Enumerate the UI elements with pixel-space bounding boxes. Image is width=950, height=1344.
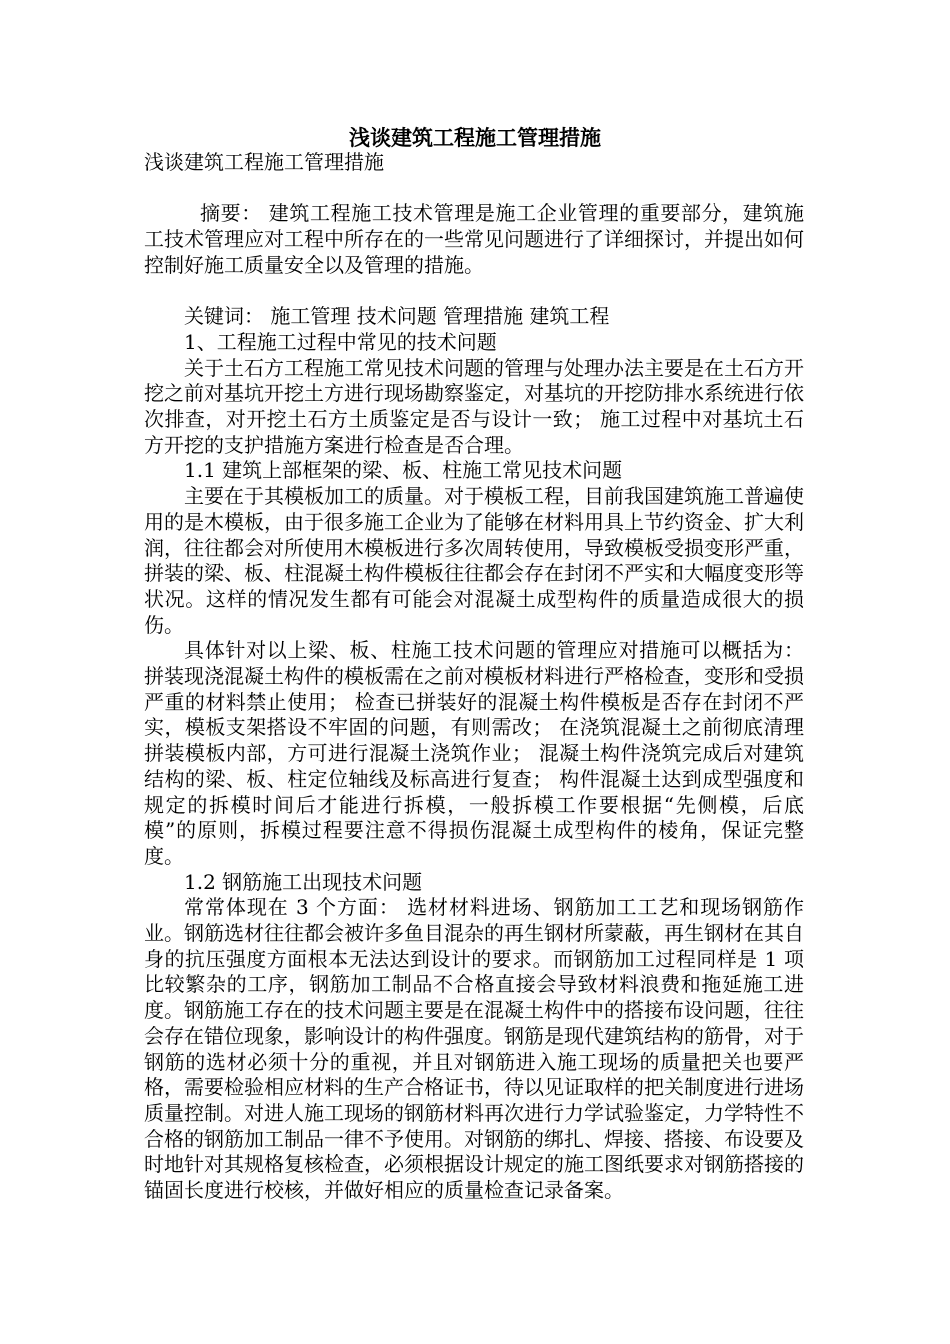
keywords-line: 关键词： 施工管理 技术问题 管理措施 建筑工程 — [184, 304, 610, 329]
section-1-1-paragraph-2: 具体针对以上梁、板、柱施工技术问题的管理应对措施可以概括为： 拼装现浇混凝土构件的模板需在之前对模板材料进行严格检查，变形和受损严重的材料禁止使用； 检查已拼装好的混凝土构件模板是否存在封闭不严实，模板支架搭设不牢固的问题，有则需改； 在浇筑混凝土之前彻底清理拼装模板内部，方可进行混凝土浇筑作业； 混凝土构件浇筑完成后对建筑结构的梁、板、柱定位轴线及标高进行复查； 构件混凝土达到成型强度和规定的拆模时间后才能进行拆模，一般拆模工作要根据“先侧模，后底模”的原则，拆模过程要注意不得损伤混凝土成型构件的棱角，保证完整度。 — [144, 638, 804, 868]
section-1-paragraph: 关于土石方工程施工常见技术问题的管理与处理办法主要是在土石方开挖之前对基坑开挖土方进行现场勘察鉴定，对基坑的开挖防排水系统进行依次排查，对开挖土石方土质鉴定是否与设计一致； 施工过程中对基坑土石方开挖的支护措施方案进行检查是否合理。 — [144, 355, 804, 457]
section-1-1-paragraph-1: 主要在于其模板加工的质量。对于模板工程，目前我国建筑施工普遍使用的是木模板，由于很多施工企业为了能够在材料用具上节约资金、扩大利润，往往都会对所使用木模板进行多次周转使用，导致模板受损变形严重，拼装的梁、板、柱混凝土构件模板往往都会存在封闭不严实和大幅度变形等状况。这样的情况发生都有可能会对混凝土成型构件的质量造成很大的损伤。 — [144, 484, 804, 637]
document-body — [144, 150, 804, 1204]
section-1-2-heading: 1.2 钢筋施工出现技术问题 — [184, 869, 423, 894]
document-title: 浅谈建筑工程施工管理措施 — [349, 125, 601, 150]
blank-line — [144, 279, 804, 305]
section-1-2-paragraph: 常常体现在 3 个方面： 选材材料进场、钢筋加工工艺和现场钢筋作业。钢筋选材往往都会被许多鱼目混杂的再生钢材所蒙蔽，再生钢材在其自身的抗压强度方面根本无法达到设计的要求。而钢筋加工过程同样是 1 项比较繁杂的工序，钢筋加工制品不合格直接会导致材料浪费和拖延施工进度。钢筋施工存在的技术问题主要是在混凝土构件中的搭接布设问题，往往会存在错位现象，影响设计的构件强度。钢筋是现代建筑结构的筋骨，对于钢筋的选材必须十分的重视，并且对钢筋进入施工现场的质量把关也要严格，需要检验相应材料的生产合格证书，待以见证取样的把关制度进行进场质量控制。对进人施工现场的钢筋材料再次进行力学试验鉴定，力学特性不合格的钢筋加工制品一律不予使用。对钢筋的绑扎、焊接、搭接、布设要及时地针对其规格复核检查，必须根据设计规定的施工图纸要求对钢筋搭接的锚固长度进行校核，并做好相应的质量检查记录备案。 — [144, 895, 804, 1203]
section-1-1-heading: 1.1 建筑上部框架的梁、板、柱施工常见技术问题 — [184, 458, 623, 483]
document-subtitle: 浅谈建筑工程施工管理措施 — [144, 150, 384, 174]
abstract-paragraph: 摘要： 建筑工程施工技术管理是施工企业管理的重要部分，建筑施工技术管理应对工程中所存在的一些常见问题进行了详细探讨，并提出如何控制好施工质量安全以及管理的措施。 — [144, 201, 804, 277]
section-1-heading: 1、工程施工过程中常见的技术问题 — [184, 329, 497, 354]
blank-line — [144, 176, 804, 202]
